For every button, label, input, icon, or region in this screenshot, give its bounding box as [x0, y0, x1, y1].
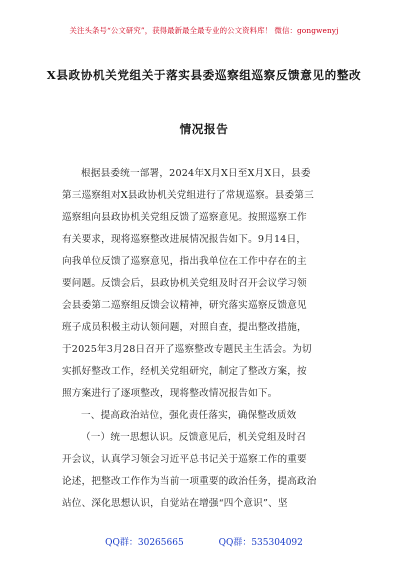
body-line: 有关要求，现将巡察整改进展情况报告如下。9月14日， — [62, 234, 307, 245]
body-line: 论述，把整改工作作为当前一项重要的政治任务，提高政治 — [62, 476, 317, 487]
body-line: 实抓好整改工作，经机关党组研究，制定了整改方案，按 — [62, 366, 307, 377]
body-line: 会县委第二巡察组反馈会议精神，研究落实巡察反馈意见 — [62, 300, 307, 311]
body-line: 根据县委统一部署，2024年X月X日至X月X日，县委 — [81, 168, 311, 179]
document-title-continued: 情况报告 — [179, 122, 229, 136]
body-line: 一、提高政治站位，强化责任落实，确保整改质效 — [81, 410, 297, 421]
body-line: 站位、深化思想认识，自觉站在增强“四个意识”、坚 — [62, 498, 288, 509]
body-line: 班子成员积极主动认领问题，对照自查，提出整改措施， — [62, 322, 307, 333]
body-line: 巡察组向县政协机关党组反馈了巡察意见。按照巡察工作 — [62, 212, 307, 223]
qq-group-right: QQ群：535304092 — [218, 538, 303, 548]
document-body — [62, 163, 352, 515]
promo-banner: 关注头条号“公文研究”，获得最新最全最专业的公文资料库！ 微信：gongwenyj — [69, 26, 339, 35]
document-title: X县政协机关党组关于落实县委巡察组巡察反馈意见的整改 — [46, 68, 362, 82]
body-line: 要问题。反馈会后，县政协机关党组及时召开会议学习领 — [62, 278, 307, 289]
body-line: （一）统一思想认识。反馈意见后，机关党组及时召 — [81, 432, 307, 443]
body-line: 向我单位反馈了巡察意见，指出我单位在工作中存在的主 — [62, 256, 307, 267]
footer-banner — [0, 535, 408, 548]
body-line: 开会议，认真学习领会习近平总书记关于巡察工作的重要 — [62, 454, 307, 465]
qq-group-left: QQ群：30265665 — [105, 538, 184, 548]
body-line: 第三巡察组对X县政协机关党组进行了常规巡察。县委第三 — [62, 190, 314, 201]
body-line: 于2025年3月28日召开了巡察整改专题民主生活会。为切 — [62, 344, 312, 355]
body-line: 照方案进行了逐项整改，现将整改情况报告如下。 — [62, 388, 278, 399]
